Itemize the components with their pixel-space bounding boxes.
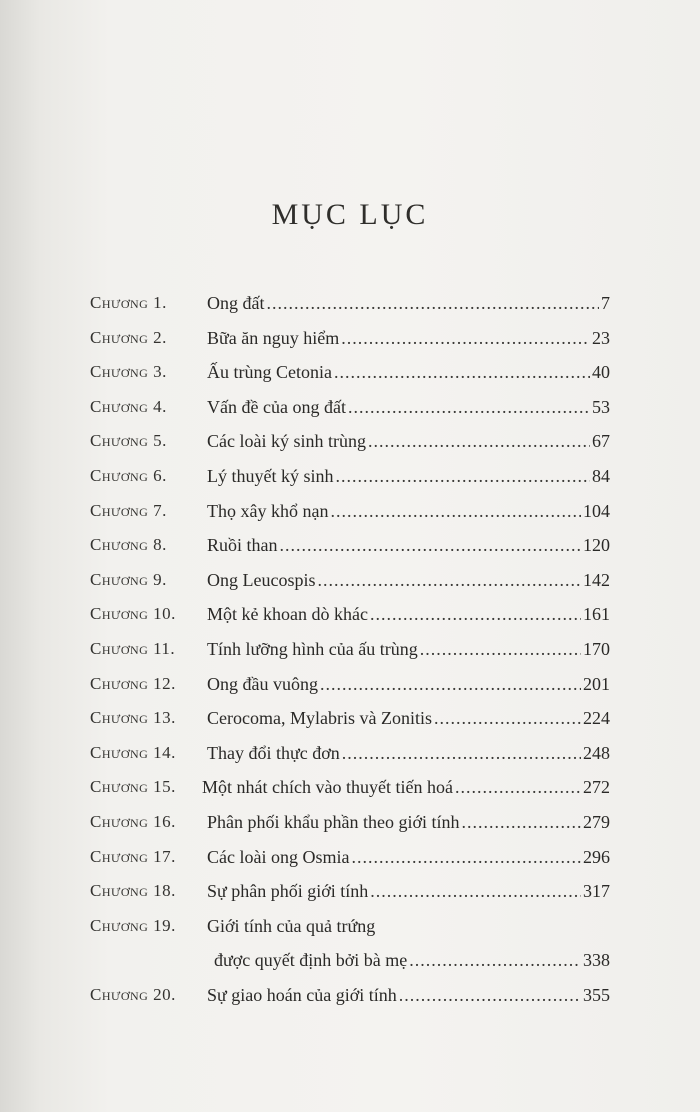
- chapter-label: Chương 20.: [90, 984, 176, 1004]
- toc-entry-18: [90, 874, 610, 909]
- page-number: 142: [583, 569, 610, 590]
- dot-leader: [341, 321, 590, 356]
- dot-leader: [267, 286, 600, 321]
- toc-entry-3: [90, 355, 610, 390]
- toc-entry-4: [90, 390, 610, 425]
- toc-entry-5: [90, 424, 610, 459]
- chapter-label: Chương 5.: [90, 431, 167, 451]
- chapter-title: Cerocoma, Mylabris và Zonitis: [207, 708, 432, 729]
- dot-leader: [462, 805, 582, 840]
- chapter-label: Chương 19.: [90, 915, 176, 935]
- chapter-title: Ấu trùng Cetonia: [207, 362, 332, 383]
- dot-leader: [334, 355, 590, 390]
- dot-leader: [342, 736, 581, 771]
- toc-entry-10: [90, 597, 610, 632]
- page-number: 120: [583, 535, 610, 556]
- chapter-title: Vấn đề của ong đất: [207, 396, 346, 417]
- page-number: 248: [583, 742, 610, 763]
- chapter-title: Một kẻ khoan dò khác: [207, 604, 368, 625]
- dot-leader: [370, 597, 581, 632]
- dot-leader: [317, 563, 581, 598]
- chapter-title: Các loài ký sinh trùng: [207, 431, 366, 452]
- toc-entry-11: [90, 632, 610, 667]
- page-number: 170: [583, 638, 610, 659]
- chapter-label: Chương 12.: [90, 673, 176, 693]
- chapter-title: Một nhát chích vào thuyết tiến hoá: [202, 777, 453, 798]
- dot-leader: [330, 494, 581, 529]
- chapter-title: Lý thuyết ký sinh: [207, 465, 334, 486]
- page-number: 40: [592, 362, 610, 383]
- toc-entry-1: [90, 286, 610, 321]
- chapter-label: Chương 3.: [90, 362, 167, 382]
- chapter-title-line2: được quyết định bởi bà mẹ: [214, 950, 408, 971]
- chapter-label: Chương 17.: [90, 846, 176, 866]
- toc-entry-6: [90, 459, 610, 494]
- chapter-label: Chương 4.: [90, 396, 167, 416]
- toc-entry-16: [90, 805, 610, 840]
- chapter-title: Ruồi than: [207, 535, 278, 556]
- page-number: 224: [583, 708, 610, 729]
- toc-entry-13: [90, 701, 610, 736]
- page-number: 279: [583, 811, 610, 832]
- chapter-label: Chương 10.: [90, 604, 176, 624]
- chapter-title: Phân phối khẩu phần theo giới tính: [207, 811, 460, 832]
- page-number: 161: [583, 604, 610, 625]
- dot-leader: [409, 943, 581, 978]
- page-title: MỤC LỤC: [271, 198, 429, 231]
- chapter-label: Chương 15.: [90, 777, 176, 797]
- chapter-title: Ong đất: [207, 293, 265, 313]
- chapter-label: Chương 16.: [90, 811, 176, 831]
- chapter-label: Chương 18.: [90, 881, 176, 901]
- page-number: 67: [592, 431, 610, 452]
- page-number: 338: [583, 950, 610, 971]
- chapter-title: Tính lưỡng hình của ấu trùng: [207, 638, 418, 659]
- dot-leader: [280, 528, 582, 563]
- page-number: 84: [592, 465, 610, 486]
- dot-leader: [370, 874, 581, 909]
- dot-leader: [420, 632, 581, 667]
- chapter-label: Chương 14.: [90, 742, 176, 762]
- toc-entry-7: [90, 494, 610, 529]
- chapter-title: Các loài ong Osmia: [207, 846, 350, 867]
- chapter-label: Chương 8.: [90, 535, 167, 555]
- chapter-label: Chương 1.: [90, 293, 167, 312]
- toc-entry-9: [90, 563, 610, 598]
- chapter-title-line1: Giới tính của quả trứng: [207, 915, 376, 936]
- chapter-label: Chương 13.: [90, 708, 176, 728]
- toc-entry-15: [90, 770, 610, 805]
- dot-leader: [351, 840, 581, 875]
- dot-leader: [368, 424, 590, 459]
- chapter-label: Chương 9.: [90, 569, 167, 589]
- toc-entry-17: [90, 840, 610, 875]
- chapter-title: Ong Leucospis: [207, 569, 316, 590]
- chapter-title: Sự phân phối giới tính: [207, 881, 369, 902]
- page-number: 23: [592, 327, 610, 348]
- dot-leader: [320, 667, 581, 702]
- page-number: 201: [583, 673, 610, 694]
- page-number: 7: [601, 293, 610, 313]
- chapter-label: Chương 6.: [90, 465, 167, 485]
- dot-leader: [348, 390, 590, 425]
- dot-leader: [336, 459, 591, 494]
- toc-entry-20: [90, 978, 610, 1013]
- chapter-label: Chương 11.: [90, 638, 176, 658]
- page-number: 53: [592, 396, 610, 417]
- chapter-title: Bữa ăn nguy hiểm: [207, 327, 340, 348]
- dot-leader: [399, 978, 581, 1013]
- toc-entry-14: [90, 736, 610, 771]
- chapter-title: Thọ xây khổ nạn: [207, 500, 329, 521]
- chapter-title: Sự giao hoán của giới tính: [207, 984, 397, 1005]
- toc-entry-12: [90, 667, 610, 702]
- chapter-title: Thay đổi thực đơn: [207, 742, 340, 763]
- toc-entry-2: [90, 321, 610, 356]
- toc-entry-19: [90, 909, 610, 978]
- chapter-title: Ong đầu vuông: [207, 673, 318, 694]
- table-of-contents: [90, 286, 610, 1012]
- page-number: 104: [583, 500, 610, 521]
- page-number: 272: [583, 777, 610, 798]
- page-number: 355: [583, 984, 610, 1005]
- page-number: 317: [583, 881, 610, 902]
- dot-leader: [455, 770, 581, 805]
- page-number: 296: [583, 846, 610, 867]
- dot-leader: [434, 701, 581, 736]
- chapter-label: Chương 2.: [90, 327, 167, 347]
- chapter-label: Chương 7.: [90, 500, 167, 520]
- toc-entry-8: [90, 528, 610, 563]
